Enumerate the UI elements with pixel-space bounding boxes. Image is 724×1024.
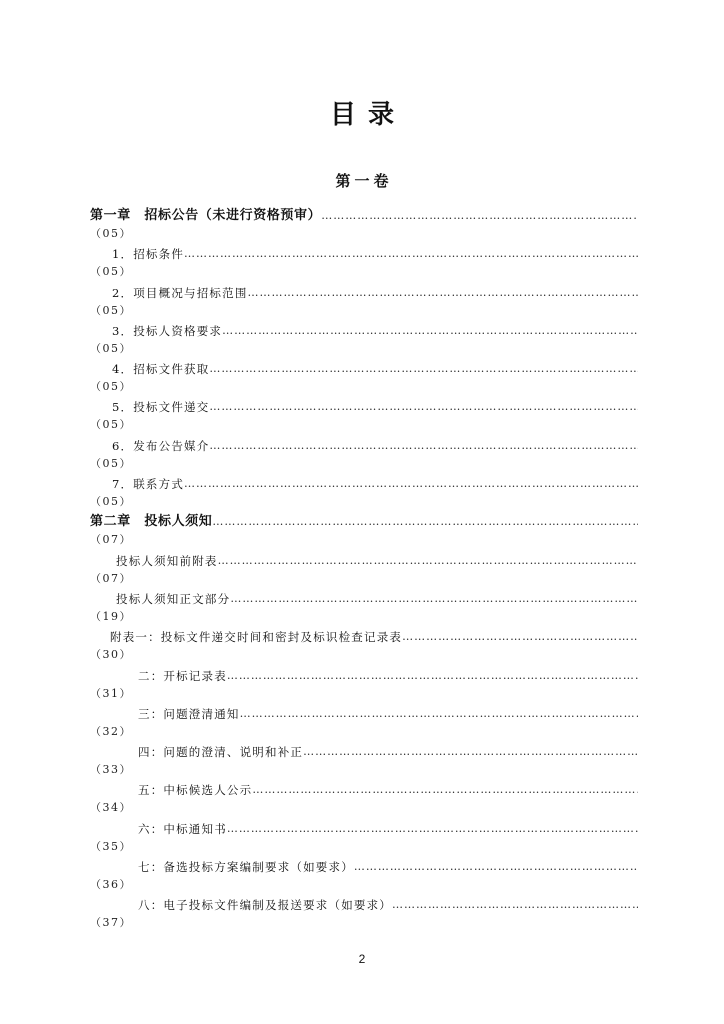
toc-entry-label: 1．招标条件 xyxy=(112,247,185,262)
toc-entry-page: （07） xyxy=(90,571,132,585)
toc-entry-line xyxy=(90,396,638,416)
toc-entry-page: （36） xyxy=(90,878,132,892)
toc-entry-label: 第二章 投标人须知 xyxy=(90,514,213,530)
toc-entry-page: （07） xyxy=(90,533,132,547)
toc-entry-line xyxy=(90,818,638,838)
volume-title: 第一卷 xyxy=(335,172,393,190)
toc-entry[interactable] xyxy=(90,396,638,434)
toc-entry[interactable] xyxy=(90,358,638,396)
toc-dot-leader xyxy=(392,896,638,914)
toc-entry[interactable] xyxy=(90,282,638,320)
toc-entry[interactable] xyxy=(90,856,638,894)
toc-entry-label: 投标人须知正文部分 xyxy=(116,591,231,606)
toc-entry-page: （37） xyxy=(90,916,132,930)
toc-entry-page: （05） xyxy=(90,456,132,470)
toc-chapter-entry[interactable] xyxy=(90,511,638,549)
toc-entry-page: （05） xyxy=(90,227,132,240)
toc-entry-label: 投标人须知前附表 xyxy=(116,553,218,568)
toc-entry-line xyxy=(90,282,638,302)
toc-entry-page: （05） xyxy=(90,265,132,279)
toc-entry[interactable] xyxy=(90,435,638,473)
toc-dot-leader xyxy=(303,743,638,761)
toc-entry[interactable] xyxy=(90,588,638,626)
toc-dot-leader xyxy=(227,820,638,838)
toc-dot-leader xyxy=(354,858,638,876)
toc-entry[interactable] xyxy=(90,550,638,588)
toc-entry-label: 2．项目概况与招标范围 xyxy=(112,285,248,300)
toc-entry-line xyxy=(90,550,638,570)
toc-chapter-entry[interactable] xyxy=(90,205,638,243)
toc-entry-label: 5．投标文件递交 xyxy=(112,400,210,415)
toc-entry-label: 4．招标文件获取 xyxy=(112,362,210,377)
toc-dot-leader xyxy=(321,207,638,225)
toc-entry-line xyxy=(90,320,638,340)
toc-entry-line xyxy=(90,779,638,799)
toc-entry-label: 四：问题的澄清、说明和补正 xyxy=(138,745,304,760)
toc-entry[interactable] xyxy=(90,626,638,664)
toc-entry-page: （33） xyxy=(90,763,132,777)
toc-entry-page: （31） xyxy=(90,686,132,700)
toc-dot-leader xyxy=(209,398,638,416)
toc-entry-line xyxy=(90,741,638,761)
toc-dot-leader xyxy=(252,781,638,799)
toc-entry-line xyxy=(90,703,638,723)
toc-entry-line xyxy=(90,626,638,646)
toc-dot-leader xyxy=(209,437,638,455)
toc-entry-label: 七：备选投标方案编制要求（如要求） xyxy=(138,860,354,875)
toc-dot-leader xyxy=(212,513,638,531)
toc-entry[interactable] xyxy=(90,320,638,358)
toc-entry-line xyxy=(90,665,638,685)
toc-entry[interactable] xyxy=(90,665,638,703)
toc-dot-leader xyxy=(227,667,638,685)
page-title: 目录 xyxy=(329,100,406,130)
toc-entry[interactable] xyxy=(90,894,638,932)
toc-entry-line xyxy=(90,856,638,876)
toc-entry-page: （05） xyxy=(90,380,132,394)
toc-entry-label: 3．投标人资格要求 xyxy=(112,323,223,338)
toc-entry-page: （05） xyxy=(90,418,132,432)
toc-entry[interactable] xyxy=(90,779,638,817)
page-number: 2 xyxy=(358,952,366,966)
toc-entry-page: （35） xyxy=(90,839,132,853)
toc-entry-line xyxy=(90,243,638,263)
toc-entry-page: （05） xyxy=(90,341,132,355)
toc-entry-line xyxy=(90,511,638,531)
toc-entry-page: （34） xyxy=(90,801,132,815)
toc-dot-leader xyxy=(218,552,638,570)
toc-dot-leader xyxy=(402,628,638,646)
toc-dot-leader xyxy=(248,284,638,302)
toc-entry-label: 三：问题澄清通知 xyxy=(138,706,240,721)
toc-entry-label: 附表一：投标文件递交时间和密封及标识检查记录表 xyxy=(110,630,403,645)
toc-entry[interactable] xyxy=(90,473,638,511)
toc-entry[interactable] xyxy=(90,243,638,281)
toc-entry-label: 第一章 招标公告（未进行资格预审） xyxy=(90,208,322,223)
toc-entry-line xyxy=(90,894,638,914)
toc-entry-line xyxy=(90,588,638,608)
toc-entry-line xyxy=(90,205,638,225)
toc-entry-label: 五：中标候选人公示 xyxy=(138,783,253,798)
toc-dot-leader xyxy=(184,245,638,263)
toc-entry-line xyxy=(90,358,638,378)
toc-dot-leader xyxy=(240,705,638,723)
toc-entry-page: （19） xyxy=(90,609,132,623)
toc-entry-label: 八：电子投标文件编制及报送要求（如要求） xyxy=(138,898,392,913)
toc-entry-page: （32） xyxy=(90,724,132,738)
toc-dot-leader xyxy=(230,590,638,608)
toc-entry-label: 六：中标通知书 xyxy=(138,821,227,836)
toc-entry[interactable] xyxy=(90,818,638,856)
toc-dot-leader xyxy=(184,475,638,493)
toc-entry-label: 7．联系方式 xyxy=(112,477,185,492)
toc-dot-leader xyxy=(209,360,638,378)
table-of-contents xyxy=(90,205,638,933)
toc-entry[interactable] xyxy=(90,741,638,779)
toc-entry-page: （05） xyxy=(90,495,132,509)
toc-entry-line xyxy=(90,435,638,455)
toc-entry-label: 6．发布公告媒介 xyxy=(112,438,210,453)
toc-entry-page: （30） xyxy=(90,648,132,662)
toc-entry-line xyxy=(90,473,638,493)
toc-entry[interactable] xyxy=(90,703,638,741)
toc-dot-leader xyxy=(222,322,638,340)
toc-entry-page: （05） xyxy=(90,303,132,317)
toc-entry-label: 二：开标记录表 xyxy=(138,668,227,683)
